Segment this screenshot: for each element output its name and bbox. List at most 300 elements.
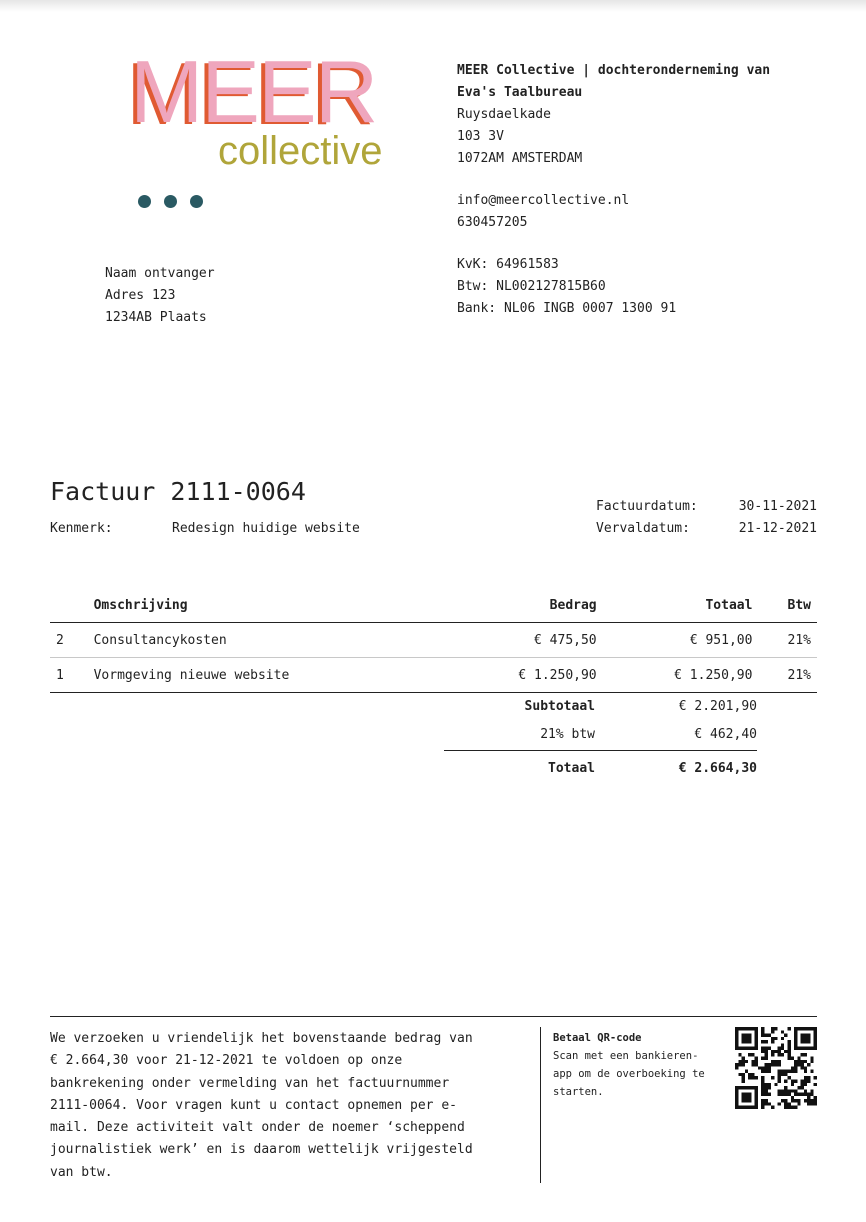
logo-subword: collective <box>218 129 383 173</box>
qr-module <box>801 1093 804 1096</box>
qr-module <box>761 1047 764 1050</box>
qr-module <box>774 1063 777 1066</box>
qr-module <box>814 1047 817 1050</box>
sender-street: Ruysdaelkade <box>457 107 551 122</box>
qr-module <box>745 1037 748 1040</box>
qr-module <box>797 1086 800 1089</box>
row-amount: € 1.250,90 <box>441 658 597 693</box>
qr-module <box>787 1043 790 1046</box>
qr-module <box>794 1066 797 1069</box>
qr-module <box>755 1063 758 1066</box>
qr-module <box>761 1076 764 1079</box>
row-vat: 21% <box>752 658 817 693</box>
qr-module <box>755 1057 758 1060</box>
qr-module <box>791 1066 794 1069</box>
qr-module <box>810 1093 813 1096</box>
qr-module <box>742 1079 745 1082</box>
qr-module <box>748 1037 751 1040</box>
row-amount: € 475,50 <box>441 623 597 658</box>
qr-module <box>801 1083 804 1086</box>
qr-module <box>742 1093 745 1096</box>
qr-module <box>761 1040 764 1043</box>
qr-module <box>742 1040 745 1043</box>
qr-module <box>765 1086 768 1089</box>
qr-module <box>781 1093 784 1096</box>
qr-module <box>765 1093 768 1096</box>
qr-module <box>748 1096 751 1099</box>
qr-module <box>735 1030 738 1033</box>
qr-module <box>755 1089 758 1092</box>
qr-module <box>794 1079 797 1082</box>
qr-module <box>781 1043 784 1046</box>
qr-module <box>791 1079 794 1082</box>
qr-module <box>758 1066 761 1069</box>
qr-module <box>810 1070 813 1073</box>
qr-module <box>794 1040 797 1043</box>
qr-module <box>755 1099 758 1102</box>
qr-module <box>742 1076 745 1079</box>
qr-module <box>771 1053 774 1056</box>
company-logo <box>130 42 410 173</box>
qr-module <box>761 1093 764 1096</box>
qr-module <box>755 1040 758 1043</box>
qr-module <box>797 1063 800 1066</box>
qr-module <box>804 1093 807 1096</box>
qr-module <box>814 1096 817 1099</box>
sender-btw: Btw: NL002127815B60 <box>457 279 606 294</box>
qr-module <box>745 1070 748 1073</box>
qr-module <box>765 1063 768 1066</box>
qr-module <box>742 1063 745 1066</box>
qr-module <box>794 1030 797 1033</box>
qr-module <box>787 1047 790 1050</box>
qr-module <box>761 1089 764 1092</box>
qr-module <box>801 1047 804 1050</box>
row-total: € 1.250,90 <box>597 658 753 693</box>
logo-dot <box>164 195 177 208</box>
qr-module <box>761 1086 764 1089</box>
qr-module <box>748 1040 751 1043</box>
header-vat: Btw <box>752 588 817 623</box>
qr-module <box>742 1073 745 1076</box>
recipient-block <box>105 263 215 329</box>
note-line: € 2.664,30 voor 21-12-2021 te voldoen op onze <box>50 1053 403 1069</box>
qr-module <box>797 1057 800 1060</box>
qr-module <box>751 1053 754 1056</box>
qr-module <box>748 1099 751 1102</box>
header-description: Omschrijving <box>94 588 441 623</box>
totals-block <box>444 692 757 785</box>
qr-module <box>801 1027 804 1030</box>
qr-module <box>768 1083 771 1086</box>
qr-module <box>794 1063 797 1066</box>
qr-module <box>761 1050 764 1053</box>
qr-module <box>761 1079 764 1082</box>
sender-email[interactable]: info@meercollective.nl <box>457 193 630 208</box>
qr-module <box>807 1093 810 1096</box>
payment-note <box>50 1028 532 1184</box>
note-line: bankrekening onder vermelding van het factuurnummer <box>50 1075 450 1091</box>
recipient-address: Adres 123 <box>105 288 176 303</box>
qr-module <box>787 1040 790 1043</box>
qr-module <box>742 1060 745 1063</box>
qr-module <box>787 1057 790 1060</box>
invoice-date-value: 30-11-2021 <box>738 499 817 514</box>
qr-module <box>748 1086 751 1089</box>
qr-module <box>761 1106 764 1109</box>
qr-module <box>761 1066 764 1069</box>
qr-module <box>781 1089 784 1092</box>
qr-module <box>742 1037 745 1040</box>
due-date-value: 21-12-2021 <box>738 521 817 536</box>
qr-module <box>794 1047 797 1050</box>
qr-module <box>748 1073 751 1076</box>
qr-module <box>784 1106 787 1109</box>
qr-module <box>748 1027 751 1030</box>
qr-module <box>801 1034 804 1037</box>
invoice-dates <box>596 496 817 540</box>
sender-name: MEER Collective | dochteronderneming van <box>457 63 771 78</box>
qr-module <box>794 1043 797 1046</box>
qr-module <box>794 1060 797 1063</box>
qr-module <box>751 1027 754 1030</box>
logo-dot <box>138 195 151 208</box>
qr-module <box>791 1106 794 1109</box>
qr-module <box>755 1076 758 1079</box>
qr-module <box>794 1034 797 1037</box>
logo-wordmark: MEER <box>130 42 377 141</box>
note-line: van btw. <box>50 1164 113 1180</box>
qr-line: app om de overboeking te <box>553 1068 705 1080</box>
qr-module <box>742 1096 745 1099</box>
qr-module <box>814 1034 817 1037</box>
total-label: Totaal <box>548 760 595 776</box>
qr-module <box>748 1034 751 1037</box>
qr-module <box>810 1047 813 1050</box>
subtotal-value: € 2.201,90 <box>678 698 757 714</box>
qr-module <box>807 1027 810 1030</box>
header-qty <box>50 588 94 623</box>
qr-module <box>755 1060 758 1063</box>
qr-module <box>771 1027 774 1030</box>
qr-module <box>765 1099 768 1102</box>
qr-module <box>801 1040 804 1043</box>
qr-module <box>810 1102 813 1105</box>
qr-module <box>814 1040 817 1043</box>
qr-module <box>742 1099 745 1102</box>
qr-module <box>735 1040 738 1043</box>
qr-module <box>801 1079 804 1082</box>
qr-module <box>765 1040 768 1043</box>
qr-module <box>765 1053 768 1056</box>
qr-module <box>794 1027 797 1030</box>
qr-module <box>765 1070 768 1073</box>
qr-module <box>794 1089 797 1092</box>
qr-module <box>801 1037 804 1040</box>
qr-module <box>765 1083 768 1086</box>
qr-module <box>781 1099 784 1102</box>
qr-module <box>797 1102 800 1105</box>
qr-module <box>765 1066 768 1069</box>
qr-module <box>781 1073 784 1076</box>
qr-module <box>784 1079 787 1082</box>
qr-module <box>751 1106 754 1109</box>
qr-module <box>735 1099 738 1102</box>
qr-module <box>771 1030 774 1033</box>
qr-module <box>761 1057 764 1060</box>
qr-module <box>804 1034 807 1037</box>
qr-module <box>778 1053 781 1056</box>
qr-module <box>778 1063 781 1066</box>
qr-module <box>735 1063 738 1066</box>
invoice-reference <box>50 518 360 540</box>
qr-module <box>801 1063 804 1066</box>
qr-module <box>787 1102 790 1105</box>
qr-module <box>745 1040 748 1043</box>
qr-module <box>787 1076 790 1079</box>
qr-module <box>735 1027 738 1030</box>
qr-module <box>778 1073 781 1076</box>
invoice-title: Factuur 2111-0064 <box>50 477 306 506</box>
qr-module <box>807 1040 810 1043</box>
qr-module <box>801 1060 804 1063</box>
qr-module <box>810 1060 813 1063</box>
qr-module <box>781 1047 784 1050</box>
note-line: journalistiek werk’ en is daarom wettelijk vrijgesteld <box>50 1142 473 1158</box>
qr-module <box>768 1066 771 1069</box>
qr-title: Betaal QR-code <box>553 1032 642 1044</box>
qr-module <box>751 1063 754 1066</box>
qr-module <box>738 1053 741 1056</box>
qr-module <box>755 1027 758 1030</box>
qr-module <box>761 1070 764 1073</box>
payment-qr-code[interactable] <box>735 1027 817 1109</box>
qr-module <box>787 1050 790 1053</box>
qr-module <box>761 1083 764 1086</box>
qr-module <box>784 1073 787 1076</box>
qr-module <box>778 1093 781 1096</box>
row-vat: 21% <box>752 623 817 658</box>
qr-module <box>807 1047 810 1050</box>
qr-module <box>784 1050 787 1053</box>
qr-module <box>768 1063 771 1066</box>
qr-module <box>742 1057 745 1060</box>
qr-module <box>768 1070 771 1073</box>
qr-module <box>787 1093 790 1096</box>
qr-module <box>778 1076 781 1079</box>
qr-module <box>755 1102 758 1105</box>
qr-module <box>735 1086 738 1089</box>
qr-module <box>735 1043 738 1046</box>
qr-module <box>791 1096 794 1099</box>
qr-module <box>768 1047 771 1050</box>
row-qty: 2 <box>50 623 94 658</box>
row-description: Vormgeving nieuwe website <box>94 658 441 693</box>
footer-divider <box>50 1016 817 1017</box>
qr-module <box>751 1047 754 1050</box>
qr-module <box>778 1060 781 1063</box>
qr-module <box>745 1093 748 1096</box>
qr-module <box>771 1060 774 1063</box>
qr-module <box>804 1027 807 1030</box>
qr-module <box>765 1089 768 1092</box>
qr-module <box>791 1070 794 1073</box>
qr-module <box>807 1076 810 1079</box>
qr-module <box>804 1099 807 1102</box>
qr-module <box>745 1060 748 1063</box>
qr-module <box>791 1089 794 1092</box>
qr-module <box>797 1093 800 1096</box>
subtotal-label: Subtotaal <box>524 698 595 714</box>
qr-module <box>784 1099 787 1102</box>
qr-module <box>787 1070 790 1073</box>
qr-module <box>781 1070 784 1073</box>
sender-kvk: KvK: 64961583 <box>457 257 559 272</box>
row-qty: 1 <box>50 658 94 693</box>
row-description: Consultancykosten <box>94 623 441 658</box>
qr-module <box>738 1060 741 1063</box>
qr-module <box>784 1093 787 1096</box>
qr-module <box>738 1027 741 1030</box>
qr-module <box>738 1086 741 1089</box>
qr-module <box>797 1027 800 1030</box>
qr-module <box>807 1096 810 1099</box>
qr-module <box>765 1050 768 1053</box>
logo-dot <box>190 195 203 208</box>
qr-module <box>748 1047 751 1050</box>
qr-module <box>804 1066 807 1069</box>
qr-module <box>755 1034 758 1037</box>
qr-module <box>738 1047 741 1050</box>
qr-module <box>787 1106 790 1109</box>
qr-module <box>781 1053 784 1056</box>
qr-module <box>735 1093 738 1096</box>
qr-module <box>751 1060 754 1063</box>
sender-city: 1072AM AMSTERDAM <box>457 151 583 166</box>
qr-module <box>801 1066 804 1069</box>
qr-module <box>810 1027 813 1030</box>
qr-module <box>778 1047 781 1050</box>
qr-module <box>797 1060 800 1063</box>
qr-module <box>755 1043 758 1046</box>
qr-module <box>765 1034 768 1037</box>
qr-module <box>755 1093 758 1096</box>
qr-module <box>807 1037 810 1040</box>
qr-module <box>768 1102 771 1105</box>
qr-module <box>804 1047 807 1050</box>
qr-module <box>807 1034 810 1037</box>
qr-module <box>738 1106 741 1109</box>
table-row <box>50 623 817 658</box>
qr-module <box>804 1040 807 1043</box>
qr-module <box>784 1070 787 1073</box>
qr-module <box>745 1099 748 1102</box>
qr-module <box>771 1037 774 1040</box>
sender-number: 103 3V <box>457 129 504 144</box>
qr-module <box>751 1076 754 1079</box>
qr-module <box>784 1102 787 1105</box>
qr-module <box>814 1037 817 1040</box>
qr-module <box>748 1053 751 1056</box>
qr-module <box>774 1060 777 1063</box>
qr-module <box>774 1027 777 1030</box>
recipient-city: 1234AB Plaats <box>105 310 207 325</box>
qr-module <box>807 1063 810 1066</box>
qr-line: starten. <box>553 1086 604 1098</box>
total-value: € 2.664,30 <box>678 760 757 776</box>
qr-module <box>807 1102 810 1105</box>
qr-module <box>781 1030 784 1033</box>
qr-module <box>745 1027 748 1030</box>
qr-module <box>787 1089 790 1092</box>
qr-module <box>801 1053 804 1056</box>
qr-module <box>784 1089 787 1092</box>
due-date-label: Vervaldatum: <box>596 521 690 536</box>
qr-module <box>814 1076 817 1079</box>
qr-module <box>781 1037 784 1040</box>
qr-module <box>755 1037 758 1040</box>
qr-module <box>797 1099 800 1102</box>
qr-module <box>794 1106 797 1109</box>
qr-module <box>735 1047 738 1050</box>
qr-module <box>804 1079 807 1082</box>
qr-module <box>738 1073 741 1076</box>
reference-label: Kenmerk: <box>50 521 113 536</box>
vat-label: 21% btw <box>540 726 595 742</box>
qr-module <box>761 1102 764 1105</box>
recipient-name: Naam ontvanger <box>105 266 215 281</box>
qr-module <box>791 1099 794 1102</box>
qr-line: Scan met een bankieren- <box>553 1050 699 1062</box>
qr-module <box>814 1083 817 1086</box>
qr-module <box>794 1099 797 1102</box>
qr-module <box>755 1086 758 1089</box>
qr-module <box>735 1106 738 1109</box>
qr-module <box>742 1047 745 1050</box>
qr-module <box>765 1057 768 1060</box>
qr-module <box>774 1037 777 1040</box>
qr-module <box>748 1093 751 1096</box>
qr-module <box>742 1027 745 1030</box>
qr-module <box>761 1030 764 1033</box>
qr-module <box>804 1060 807 1063</box>
qr-module <box>791 1083 794 1086</box>
qr-module <box>735 1066 738 1069</box>
qr-module <box>771 1050 774 1053</box>
qr-module <box>810 1089 813 1092</box>
qr-module <box>745 1034 748 1037</box>
qr-module <box>778 1102 781 1105</box>
qr-module <box>804 1083 807 1086</box>
qr-module <box>751 1073 754 1076</box>
qr-instructions <box>553 1029 731 1101</box>
qr-module <box>804 1089 807 1092</box>
qr-module <box>778 1079 781 1082</box>
qr-module <box>774 1083 777 1086</box>
qr-module <box>804 1037 807 1040</box>
qr-module <box>755 1030 758 1033</box>
qr-module <box>814 1030 817 1033</box>
qr-module <box>814 1099 817 1102</box>
qr-module <box>814 1043 817 1046</box>
footer-vertical-divider <box>540 1027 541 1183</box>
qr-module <box>810 1099 813 1102</box>
qr-module <box>735 1102 738 1105</box>
qr-module <box>745 1106 748 1109</box>
invoice-date-label: Factuurdatum: <box>596 499 698 514</box>
qr-module <box>735 1089 738 1092</box>
table-header-row <box>50 588 817 623</box>
